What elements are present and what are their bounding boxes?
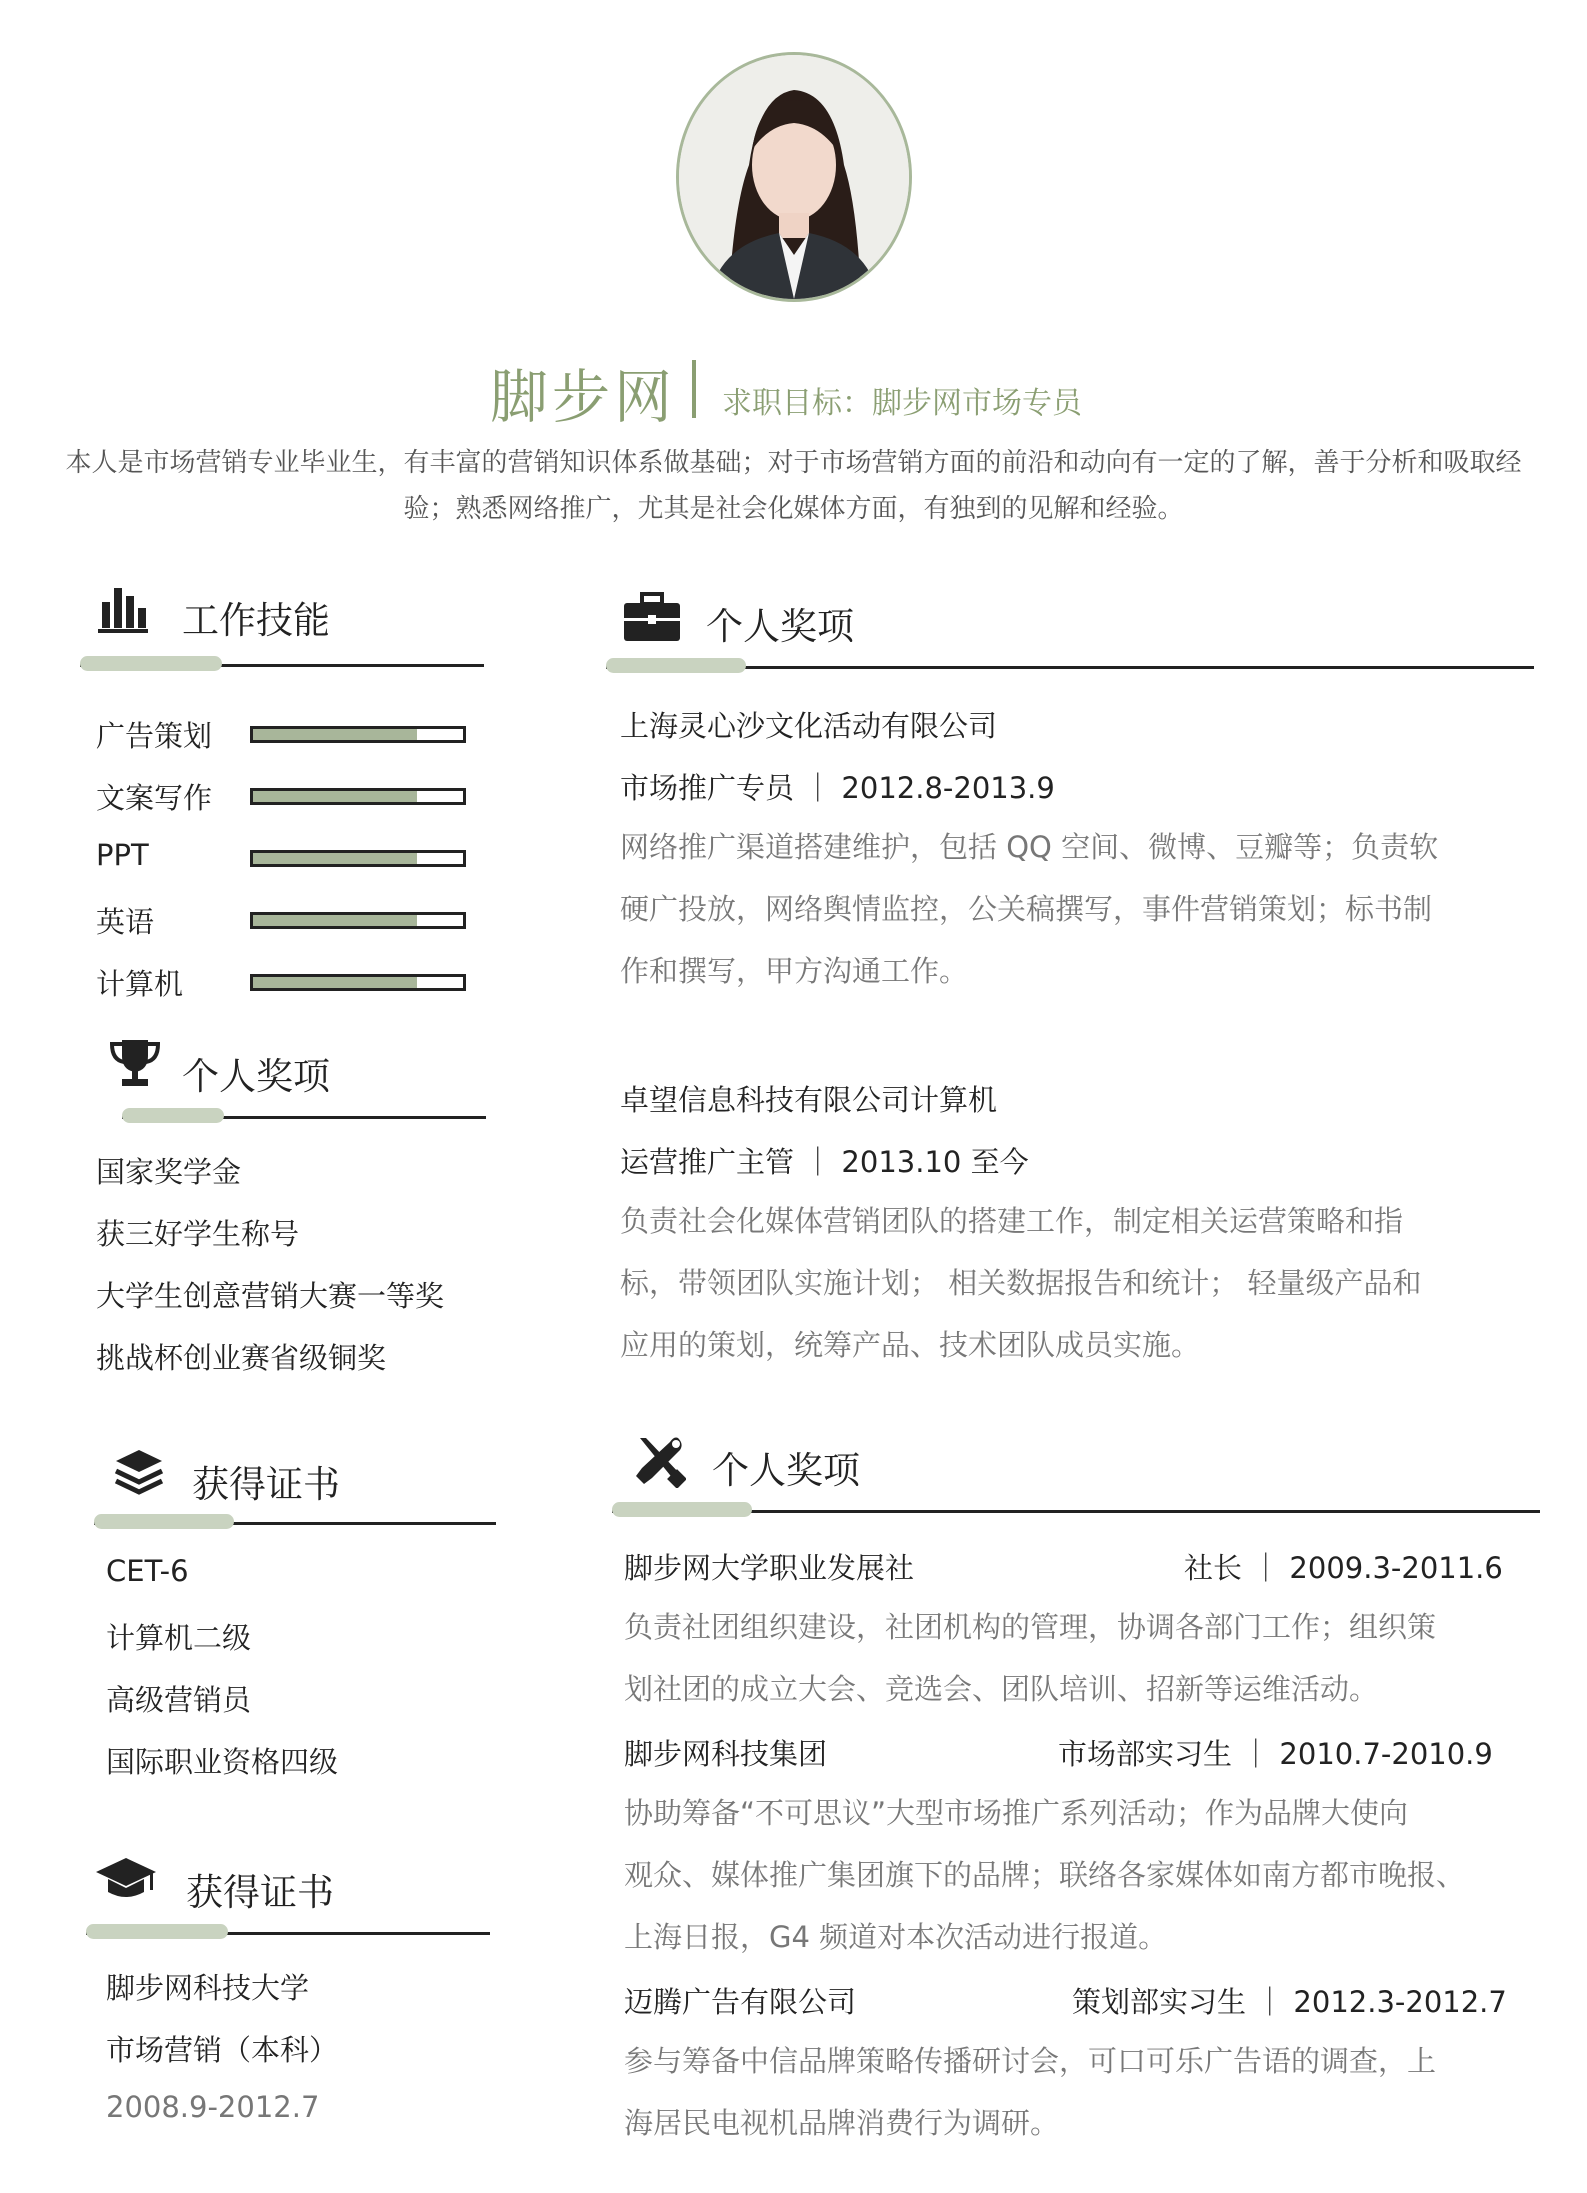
portrait-photo — [679, 55, 909, 299]
campus-description: 协助筹备“不可思议”大型市场推广系列活动；作为品牌大使向 观众、媒体推广集团旗下的品牌；联络各家媒体如南方都市晚报、 上海日报，G4 频道对本次活动进行报道。 — [624, 1796, 1466, 1954]
award-item: 大学生创意营销大赛一等奖 — [96, 1279, 445, 1313]
avatar — [676, 52, 912, 302]
section-title-campus: 个人奖项 — [712, 1449, 860, 1492]
skill-level-fill — [253, 977, 417, 988]
campus-org: 迈腾广告有限公司 — [624, 1985, 857, 2019]
skill-label: 文案写作 — [96, 781, 213, 815]
award-item: 获三好学生称号 — [96, 1217, 300, 1251]
section-accent-pill — [122, 1108, 224, 1123]
skill-level-fill — [253, 791, 417, 802]
award-item: 国家奖学金 — [96, 1155, 242, 1189]
job-objective: 求职目标：脚步网市场专员 — [722, 386, 1082, 421]
award-item: 挑战杯创业赛省级铜奖 — [96, 1341, 387, 1375]
skill-label: PPT — [96, 838, 149, 872]
campus-role: 策划部实习生 ｜ 2012.3-2012.7 — [1072, 1985, 1507, 2019]
trophy-icon — [108, 1036, 162, 1094]
job-description: 负责社会化媒体营销团队的搭建工作，制定相关运营策略和指 标，带领团队实施计划； 相关数据报告和统计； 轻量级产品和 应用的策划，统筹产品、技术团队成员实施。 — [620, 1204, 1422, 1362]
skill-level-fill — [253, 915, 417, 926]
section-accent-pill — [612, 1502, 752, 1517]
job-role: 市场推广专员 ｜ 2012.8-2013.9 — [620, 771, 1055, 805]
section-accent-pill — [94, 1514, 234, 1529]
cert-item: 国际职业资格四级 — [106, 1745, 339, 1779]
skill-level-bar — [250, 726, 466, 743]
cert-item: 高级营销员 — [106, 1683, 252, 1717]
section-title-certs: 获得证书 — [192, 1463, 340, 1506]
campus-description: 负责社团组织建设，社团机构的管理，协调各部门工作；组织策 划社团的成立大会、竞选会、团队培训、招新等运维活动。 — [624, 1610, 1437, 1706]
skill-label: 广告策划 — [96, 719, 213, 753]
job-company: 上海灵心沙文化活动有限公司 — [620, 709, 998, 743]
section-title-work: 个人奖项 — [706, 605, 854, 648]
skill-level-bar — [250, 850, 466, 867]
skill-level-fill — [253, 729, 417, 740]
skill-level-fill — [253, 853, 417, 864]
skill-label: 计算机 — [96, 967, 184, 1001]
campus-role: 市场部实习生 ｜ 2010.7-2010.9 — [1058, 1737, 1493, 1771]
skill-level-bar — [250, 912, 466, 929]
campus-role: 社长 ｜ 2009.3-2011.6 — [1184, 1551, 1503, 1585]
skill-level-bar — [250, 788, 466, 805]
education-school: 脚步网科技大学 — [106, 1971, 310, 2005]
section-title-skills: 工作技能 — [182, 599, 330, 642]
layers-icon — [112, 1444, 166, 1502]
applicant-name: 脚步网 — [490, 363, 677, 431]
tools-icon — [632, 1434, 686, 1492]
graduation-cap-icon — [94, 1852, 158, 1910]
job-role: 运营推广主管 ｜ 2013.10 至今 — [620, 1145, 1029, 1179]
education-period: 2008.9-2012.7 — [106, 2090, 320, 2124]
skill-label: 英语 — [96, 905, 155, 939]
section-accent-pill — [80, 656, 222, 671]
campus-org: 脚步网大学职业发展社 — [624, 1551, 915, 1585]
name-divider — [692, 360, 696, 418]
section-accent-pill — [86, 1924, 228, 1939]
section-title-awards: 个人奖项 — [182, 1055, 330, 1098]
section-title-education: 获得证书 — [186, 1871, 334, 1914]
job-description: 网络推广渠道搭建维护，包括 QQ 空间、微博、豆瓣等；负责软 硬广投放，网络舆情监控，公关稿撰写，事件营销策划；标书制 作和撰写，甲方沟通工作。 — [620, 830, 1439, 988]
self-summary: 本人是市场营销专业毕业生，有丰富的营销知识体系做基础；对于市场营销方面的前沿和动向有一定的了解，善于分析和吸取经验；熟悉网络推广，尤其是社会化媒体方面，有独到的见解和经验。 — [65, 448, 1522, 524]
cert-item: CET-6 — [106, 1554, 189, 1588]
campus-org: 脚步网科技集团 — [624, 1737, 828, 1771]
bar-chart-icon — [96, 582, 150, 640]
education-major: 市场营销（本科） — [106, 2033, 339, 2067]
cert-item: 计算机二级 — [106, 1621, 252, 1655]
section-accent-pill — [606, 658, 746, 673]
campus-description: 参与筹备中信品牌策略传播研讨会，可口可乐广告语的调查，上 海居民电视机品牌消费行为调研。 — [624, 2044, 1437, 2140]
job-company: 卓望信息科技有限公司计算机 — [620, 1083, 998, 1117]
briefcase-icon — [622, 590, 682, 648]
skill-level-bar — [250, 974, 466, 991]
